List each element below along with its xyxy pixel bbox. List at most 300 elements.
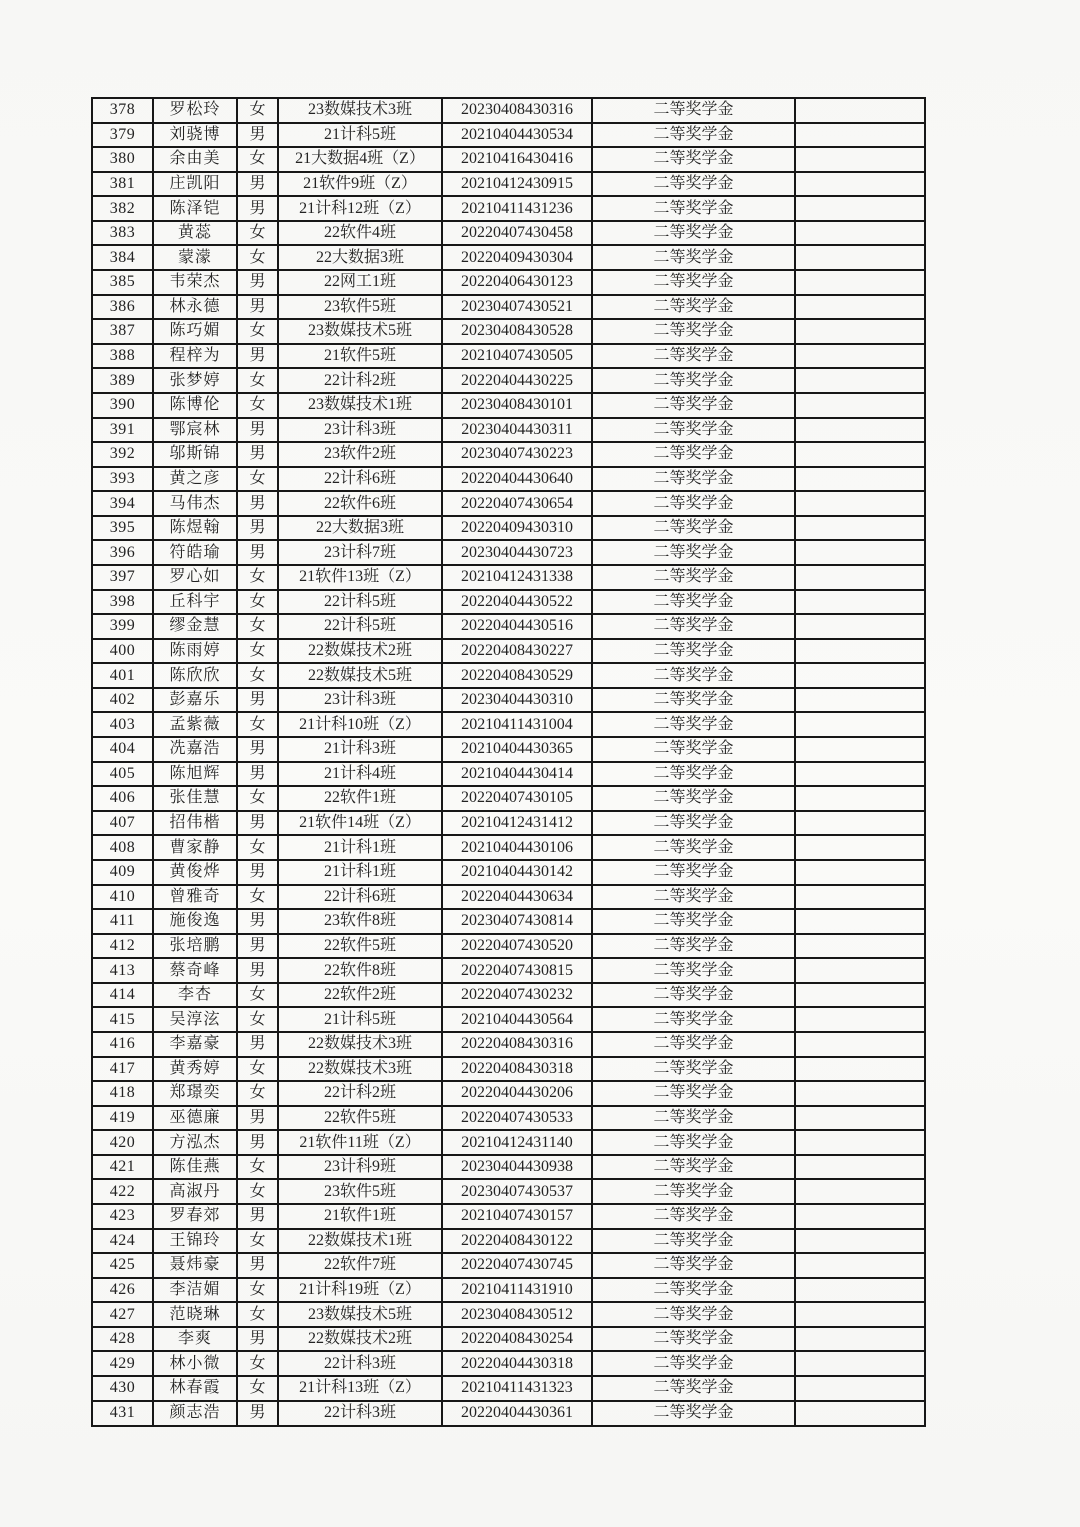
cell-class: 23计科3班	[278, 418, 442, 443]
cell-no: 401	[92, 663, 153, 688]
cell-no: 411	[92, 909, 153, 934]
cell-note	[795, 1032, 925, 1057]
cell-name: 李爽	[153, 1327, 237, 1352]
cell-class: 22计科2班	[278, 1081, 442, 1106]
cell-student_id: 20220404430225	[442, 368, 592, 393]
cell-student_id: 20220404430516	[442, 614, 592, 639]
cell-no: 409	[92, 860, 153, 885]
table-row	[92, 1302, 925, 1327]
cell-student_id: 20230407430814	[442, 909, 592, 934]
table-row	[92, 909, 925, 934]
cell-no: 397	[92, 565, 153, 590]
cell-gender: 男	[237, 172, 278, 197]
cell-note	[795, 442, 925, 467]
cell-no: 395	[92, 516, 153, 541]
cell-gender: 男	[237, 1130, 278, 1155]
cell-note	[795, 1204, 925, 1229]
table-row	[92, 1327, 925, 1352]
cell-gender: 男	[237, 909, 278, 934]
cell-award: 二等奖学金	[592, 885, 795, 910]
cell-no: 414	[92, 983, 153, 1008]
cell-note	[795, 1007, 925, 1032]
cell-student_id: 20230407430537	[442, 1179, 592, 1204]
cell-class: 21软件5班	[278, 344, 442, 369]
cell-note	[795, 1376, 925, 1401]
cell-name: 陈旭辉	[153, 762, 237, 787]
table-row	[92, 1253, 925, 1278]
cell-gender: 女	[237, 1351, 278, 1376]
cell-name: 颜志浩	[153, 1401, 237, 1426]
cell-student_id: 20210416430416	[442, 147, 592, 172]
cell-name: 黄蕊	[153, 221, 237, 246]
cell-note	[795, 368, 925, 393]
cell-name: 蔡奇峰	[153, 958, 237, 983]
cell-gender: 男	[237, 418, 278, 443]
cell-class: 22计科5班	[278, 614, 442, 639]
cell-name: 施俊逸	[153, 909, 237, 934]
table-row	[92, 688, 925, 713]
cell-class: 21软件14班（Z）	[278, 811, 442, 836]
cell-no: 423	[92, 1204, 153, 1229]
cell-award: 二等奖学金	[592, 1007, 795, 1032]
table-row	[92, 540, 925, 565]
cell-note	[795, 614, 925, 639]
cell-award: 二等奖学金	[592, 1032, 795, 1057]
cell-award: 二等奖学金	[592, 1401, 795, 1426]
cell-name: 韦荣杰	[153, 270, 237, 295]
cell-name: 鄂宸林	[153, 418, 237, 443]
cell-class: 21计科1班	[278, 860, 442, 885]
table-row	[92, 565, 925, 590]
cell-name: 符皓瑜	[153, 540, 237, 565]
cell-note	[795, 1327, 925, 1352]
cell-note	[795, 565, 925, 590]
cell-note	[795, 196, 925, 221]
cell-note	[795, 1229, 925, 1254]
cell-class: 22数媒技术3班	[278, 1032, 442, 1057]
cell-student_id: 20220407430745	[442, 1253, 592, 1278]
cell-award: 二等奖学金	[592, 1351, 795, 1376]
cell-student_id: 20210411431323	[442, 1376, 592, 1401]
cell-award: 二等奖学金	[592, 221, 795, 246]
cell-no: 378	[92, 98, 153, 123]
cell-class: 21计科3班	[278, 737, 442, 762]
cell-class: 22软件5班	[278, 1106, 442, 1131]
cell-class: 22大数据3班	[278, 245, 442, 270]
table-row	[92, 1032, 925, 1057]
cell-class: 21计科5班	[278, 1007, 442, 1032]
cell-class: 21计科4班	[278, 762, 442, 787]
cell-note	[795, 1155, 925, 1180]
cell-award: 二等奖学金	[592, 319, 795, 344]
cell-no: 413	[92, 958, 153, 983]
cell-name: 余由美	[153, 147, 237, 172]
cell-name: 罗松玲	[153, 98, 237, 123]
cell-name: 陈欣欣	[153, 663, 237, 688]
cell-gender: 女	[237, 1057, 278, 1082]
cell-student_id: 20210411431004	[442, 712, 592, 737]
cell-class: 22软件5班	[278, 934, 442, 959]
cell-gender: 女	[237, 786, 278, 811]
cell-gender: 女	[237, 590, 278, 615]
table-row	[92, 1401, 925, 1426]
cell-name: 李杏	[153, 983, 237, 1008]
table-row	[92, 393, 925, 418]
table-row	[92, 663, 925, 688]
cell-student_id: 20220408430316	[442, 1032, 592, 1057]
cell-name: 高淑丹	[153, 1179, 237, 1204]
cell-no: 425	[92, 1253, 153, 1278]
cell-no: 400	[92, 639, 153, 664]
cell-name: 范晓琳	[153, 1302, 237, 1327]
cell-award: 二等奖学金	[592, 712, 795, 737]
cell-student_id: 20220408430227	[442, 639, 592, 664]
cell-name: 缪金慧	[153, 614, 237, 639]
cell-award: 二等奖学金	[592, 835, 795, 860]
cell-award: 二等奖学金	[592, 1376, 795, 1401]
cell-gender: 男	[237, 1327, 278, 1352]
cell-gender: 女	[237, 221, 278, 246]
cell-no: 383	[92, 221, 153, 246]
cell-class: 21计科13班（Z）	[278, 1376, 442, 1401]
cell-award: 二等奖学金	[592, 934, 795, 959]
table-row	[92, 1081, 925, 1106]
cell-class: 22计科5班	[278, 590, 442, 615]
cell-award: 二等奖学金	[592, 98, 795, 123]
cell-no: 417	[92, 1057, 153, 1082]
cell-note	[795, 958, 925, 983]
cell-gender: 男	[237, 540, 278, 565]
cell-no: 389	[92, 368, 153, 393]
table-row	[92, 934, 925, 959]
cell-no: 428	[92, 1327, 153, 1352]
cell-student_id: 20210407430157	[442, 1204, 592, 1229]
cell-gender: 女	[237, 565, 278, 590]
cell-student_id: 20230408430528	[442, 319, 592, 344]
cell-note	[795, 393, 925, 418]
cell-note	[795, 590, 925, 615]
cell-note	[795, 762, 925, 787]
cell-name: 孟紫薇	[153, 712, 237, 737]
cell-student_id: 20220408430529	[442, 663, 592, 688]
cell-gender: 男	[237, 344, 278, 369]
cell-note	[795, 1179, 925, 1204]
cell-no: 382	[92, 196, 153, 221]
cell-no: 421	[92, 1155, 153, 1180]
cell-no: 412	[92, 934, 153, 959]
cell-no: 419	[92, 1106, 153, 1131]
cell-student_id: 20220404430361	[442, 1401, 592, 1426]
cell-class: 22数媒技术2班	[278, 639, 442, 664]
cell-name: 郑璟奕	[153, 1081, 237, 1106]
cell-award: 二等奖学金	[592, 1057, 795, 1082]
cell-name: 陈佳燕	[153, 1155, 237, 1180]
cell-no: 391	[92, 418, 153, 443]
cell-class: 22数媒技术3班	[278, 1057, 442, 1082]
cell-class: 21计科19班（Z）	[278, 1278, 442, 1303]
cell-no: 399	[92, 614, 153, 639]
cell-name: 曹家静	[153, 835, 237, 860]
cell-name: 黄秀婷	[153, 1057, 237, 1082]
table-row	[92, 196, 925, 221]
cell-student_id: 20220408430254	[442, 1327, 592, 1352]
cell-note	[795, 1081, 925, 1106]
cell-gender: 女	[237, 319, 278, 344]
cell-student_id: 20210404430564	[442, 1007, 592, 1032]
cell-no: 405	[92, 762, 153, 787]
cell-student_id: 20210404430414	[442, 762, 592, 787]
cell-student_id: 20210412431140	[442, 1130, 592, 1155]
cell-note	[795, 147, 925, 172]
table-row	[92, 1130, 925, 1155]
cell-award: 二等奖学金	[592, 442, 795, 467]
cell-note	[795, 835, 925, 860]
cell-gender: 男	[237, 1106, 278, 1131]
cell-name: 李嘉豪	[153, 1032, 237, 1057]
cell-student_id: 20210404430534	[442, 123, 592, 148]
cell-class: 22软件6班	[278, 491, 442, 516]
cell-award: 二等奖学金	[592, 737, 795, 762]
cell-class: 22计科3班	[278, 1351, 442, 1376]
table-row	[92, 221, 925, 246]
cell-gender: 男	[237, 491, 278, 516]
cell-gender: 男	[237, 516, 278, 541]
cell-name: 张梦婷	[153, 368, 237, 393]
cell-gender: 女	[237, 368, 278, 393]
cell-student_id: 20220409430310	[442, 516, 592, 541]
cell-name: 罗春郊	[153, 1204, 237, 1229]
table-row	[92, 368, 925, 393]
cell-note	[795, 909, 925, 934]
cell-class: 23软件8班	[278, 909, 442, 934]
cell-student_id: 20210404430365	[442, 737, 592, 762]
cell-student_id: 20210412430915	[442, 172, 592, 197]
cell-note	[795, 786, 925, 811]
cell-class: 21软件11班（Z）	[278, 1130, 442, 1155]
cell-award: 二等奖学金	[592, 565, 795, 590]
table-row	[92, 123, 925, 148]
table-row	[92, 983, 925, 1008]
cell-name: 聂炜豪	[153, 1253, 237, 1278]
table-row	[92, 1007, 925, 1032]
cell-student_id: 20220407430654	[442, 491, 592, 516]
cell-note	[795, 885, 925, 910]
cell-note	[795, 344, 925, 369]
cell-no: 403	[92, 712, 153, 737]
cell-note	[795, 516, 925, 541]
cell-class: 23软件5班	[278, 1179, 442, 1204]
cell-gender: 女	[237, 663, 278, 688]
cell-gender: 女	[237, 835, 278, 860]
cell-student_id: 20230408430101	[442, 393, 592, 418]
cell-gender: 男	[237, 270, 278, 295]
cell-gender: 女	[237, 1179, 278, 1204]
cell-gender: 女	[237, 98, 278, 123]
cell-award: 二等奖学金	[592, 1081, 795, 1106]
cell-no: 430	[92, 1376, 153, 1401]
cell-student_id: 20230408430316	[442, 98, 592, 123]
cell-student_id: 20220404430634	[442, 885, 592, 910]
cell-award: 二等奖学金	[592, 540, 795, 565]
cell-no: 396	[92, 540, 153, 565]
cell-award: 二等奖学金	[592, 516, 795, 541]
cell-name: 陈泽铠	[153, 196, 237, 221]
cell-class: 23数媒技术5班	[278, 319, 442, 344]
table-row	[92, 319, 925, 344]
cell-name: 庄凯阳	[153, 172, 237, 197]
cell-gender: 女	[237, 1007, 278, 1032]
cell-gender: 女	[237, 393, 278, 418]
cell-gender: 女	[237, 467, 278, 492]
cell-name: 张佳慧	[153, 786, 237, 811]
cell-award: 二等奖学金	[592, 811, 795, 836]
cell-no: 380	[92, 147, 153, 172]
table-row	[92, 467, 925, 492]
cell-award: 二等奖学金	[592, 614, 795, 639]
cell-award: 二等奖学金	[592, 688, 795, 713]
cell-class: 21大数据4班（Z）	[278, 147, 442, 172]
cell-note	[795, 1130, 925, 1155]
cell-note	[795, 639, 925, 664]
cell-student_id: 20210411431236	[442, 196, 592, 221]
cell-class: 22网工1班	[278, 270, 442, 295]
cell-note	[795, 1106, 925, 1131]
cell-student_id: 20210412431338	[442, 565, 592, 590]
cell-gender: 男	[237, 1204, 278, 1229]
cell-student_id: 20220408430318	[442, 1057, 592, 1082]
cell-name: 陈煜翰	[153, 516, 237, 541]
cell-no: 386	[92, 295, 153, 320]
cell-gender: 男	[237, 934, 278, 959]
cell-award: 二等奖学金	[592, 393, 795, 418]
table-row	[92, 958, 925, 983]
table-row	[92, 491, 925, 516]
cell-class: 22计科2班	[278, 368, 442, 393]
table-row	[92, 614, 925, 639]
cell-no: 390	[92, 393, 153, 418]
cell-award: 二等奖学金	[592, 123, 795, 148]
table-row	[92, 418, 925, 443]
cell-note	[795, 270, 925, 295]
table-row	[92, 786, 925, 811]
cell-no: 420	[92, 1130, 153, 1155]
cell-student_id: 20220404430318	[442, 1351, 592, 1376]
cell-note	[795, 934, 925, 959]
cell-name: 王锦玲	[153, 1229, 237, 1254]
table-row	[92, 885, 925, 910]
cell-award: 二等奖学金	[592, 295, 795, 320]
cell-note	[795, 295, 925, 320]
cell-class: 23计科9班	[278, 1155, 442, 1180]
cell-gender: 女	[237, 245, 278, 270]
cell-award: 二等奖学金	[592, 418, 795, 443]
cell-no: 381	[92, 172, 153, 197]
cell-note	[795, 1057, 925, 1082]
cell-gender: 女	[237, 1155, 278, 1180]
cell-note	[795, 491, 925, 516]
cell-note	[795, 1302, 925, 1327]
cell-class: 23数媒技术3班	[278, 98, 442, 123]
cell-award: 二等奖学金	[592, 368, 795, 393]
cell-class: 22软件4班	[278, 221, 442, 246]
cell-no: 387	[92, 319, 153, 344]
cell-note	[795, 418, 925, 443]
cell-student_id: 20230404430310	[442, 688, 592, 713]
cell-name: 陈雨婷	[153, 639, 237, 664]
cell-name: 林永德	[153, 295, 237, 320]
cell-note	[795, 319, 925, 344]
cell-name: 方泓杰	[153, 1130, 237, 1155]
cell-gender: 女	[237, 712, 278, 737]
cell-name: 丘科宇	[153, 590, 237, 615]
cell-no: 392	[92, 442, 153, 467]
cell-note	[795, 737, 925, 762]
cell-class: 22数媒技术1班	[278, 1229, 442, 1254]
cell-note	[795, 983, 925, 1008]
table-row	[92, 172, 925, 197]
cell-class: 21计科1班	[278, 835, 442, 860]
cell-no: 404	[92, 737, 153, 762]
cell-note	[795, 1278, 925, 1303]
table-row	[92, 1179, 925, 1204]
cell-gender: 男	[237, 958, 278, 983]
cell-name: 彭嘉乐	[153, 688, 237, 713]
cell-no: 418	[92, 1081, 153, 1106]
table-row	[92, 270, 925, 295]
cell-name: 陈博伦	[153, 393, 237, 418]
cell-name: 黄俊烨	[153, 860, 237, 885]
cell-gender: 男	[237, 811, 278, 836]
cell-student_id: 20230404430311	[442, 418, 592, 443]
cell-class: 22计科3班	[278, 1401, 442, 1426]
cell-gender: 女	[237, 1229, 278, 1254]
cell-no: 388	[92, 344, 153, 369]
cell-award: 二等奖学金	[592, 786, 795, 811]
cell-gender: 男	[237, 688, 278, 713]
table-row	[92, 147, 925, 172]
cell-no: 424	[92, 1229, 153, 1254]
cell-note	[795, 860, 925, 885]
cell-gender: 女	[237, 639, 278, 664]
cell-student_id: 20230404430938	[442, 1155, 592, 1180]
cell-name: 黄之彦	[153, 467, 237, 492]
cell-no: 394	[92, 491, 153, 516]
cell-award: 二等奖学金	[592, 762, 795, 787]
scholarship-table-body	[92, 98, 925, 1426]
cell-name: 李洁媚	[153, 1278, 237, 1303]
cell-gender: 男	[237, 762, 278, 787]
cell-no: 407	[92, 811, 153, 836]
cell-name: 冼嘉浩	[153, 737, 237, 762]
cell-class: 22大数据3班	[278, 516, 442, 541]
cell-class: 22计科6班	[278, 885, 442, 910]
cell-name: 巫德廉	[153, 1106, 237, 1131]
cell-student_id: 20210404430142	[442, 860, 592, 885]
cell-note	[795, 663, 925, 688]
cell-award: 二等奖学金	[592, 491, 795, 516]
cell-class: 22数媒技术5班	[278, 663, 442, 688]
cell-student_id: 20230407430521	[442, 295, 592, 320]
table-row	[92, 860, 925, 885]
cell-no: 402	[92, 688, 153, 713]
cell-student_id: 20220407430815	[442, 958, 592, 983]
cell-student_id: 20230404430723	[442, 540, 592, 565]
table-row	[92, 811, 925, 836]
cell-award: 二等奖学金	[592, 344, 795, 369]
table-row	[92, 295, 925, 320]
table-row	[92, 344, 925, 369]
cell-award: 二等奖学金	[592, 663, 795, 688]
